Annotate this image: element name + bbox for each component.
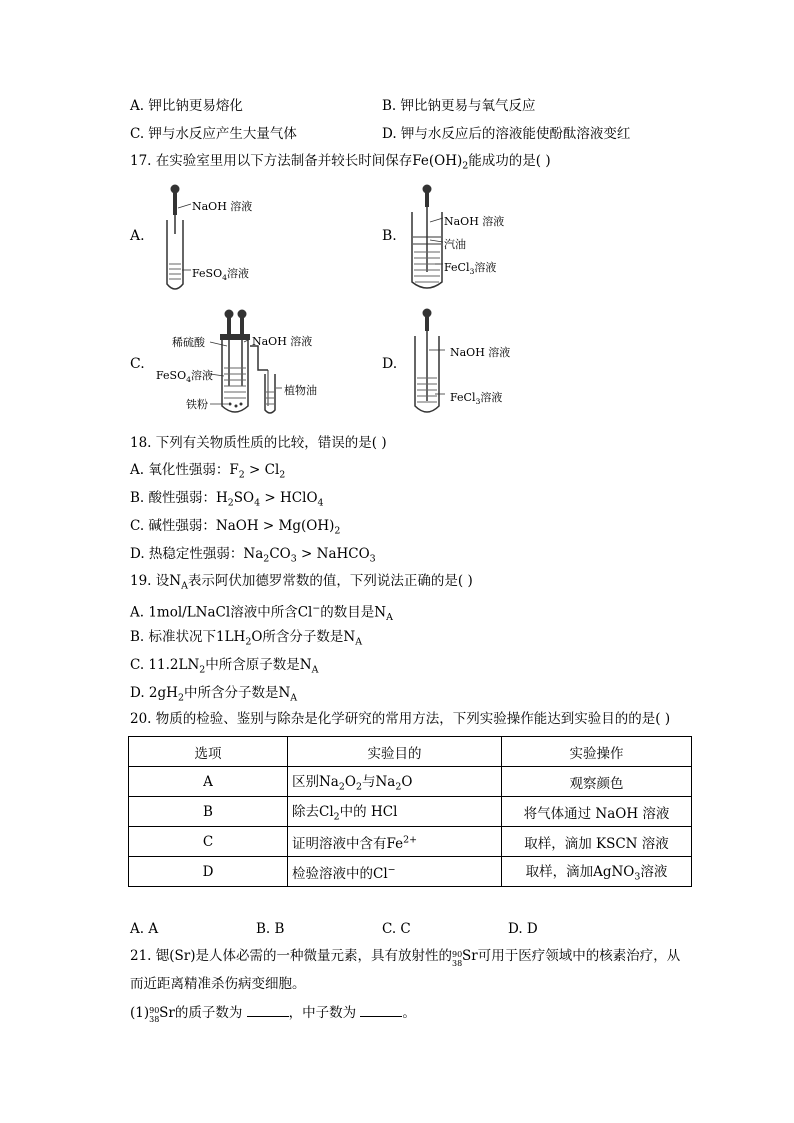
q21-line-2: 而近距离精准杀伤病变细胞。 [130, 976, 306, 992]
row-a-option: A [129, 767, 288, 797]
q17-fig-c-label-naoh: NaOH 溶液 [252, 335, 313, 348]
q17-fig-c-label-iron: 铁粉 [186, 398, 208, 411]
q17-fig-c-label-feso4: FeSO$_4$溶液 [156, 369, 214, 385]
neutron-number-blank[interactable] [360, 1002, 402, 1017]
q17-fig-d-label-1: NaOH 溶液 [450, 346, 511, 359]
q17-fig-c-label: C. [130, 356, 145, 372]
row-d-operation: 取样，滴加AgNO$_3$溶液 [502, 857, 692, 887]
q19-option-c: C. $11.2LN_2$中所含原子数是$N_A$ [130, 657, 319, 676]
q19-option-b: B. 标准状况下$1LH_2O$所含分子数是$N_A$ [130, 629, 363, 648]
table-row [129, 767, 692, 797]
row-a-goal: 区别$Na_2O_2$与$Na_2O$ [288, 767, 502, 797]
q18-stem: 18. 下列有关物质性质的比较，错误的是( ) [130, 435, 387, 451]
q17-fig-a-bottom-label: FeSO$_4$溶液 [192, 267, 250, 283]
q19-option-a: A. 1mol/LNaCl溶液中所含Cl−的数目是$N_A$ [130, 603, 393, 624]
q17-fig-b-label-3: FeCl$_3$溶液 [444, 261, 497, 277]
row-d-option: D [129, 857, 288, 887]
q20-stem: 20. 物质的检验、鉴别与除杂是化学研究的常用方法，下列实验操作能达到实验目的的是( ) [130, 711, 671, 727]
q17-fig-c-label-acid: 稀硫酸 [172, 336, 205, 349]
header-option: 选项 [129, 737, 288, 767]
table-header-row [129, 737, 692, 767]
q19-option-d: D. $2gH_2$中所含分子数是$N_A$ [130, 685, 298, 704]
header-operation: 实验操作 [502, 737, 692, 767]
q17-fig-c [150, 306, 313, 418]
q18-option-d: D. 热稳定性强弱：$Na_2CO_3$ > NaHCO$_3$ [130, 546, 376, 565]
q16-option-b: B. 钾比钠更易与氧气反应 [382, 98, 536, 114]
q21-line-3: (1) 90 38 Sr的质子数为 ，中子数为 。 [130, 1002, 416, 1023]
q16-option-a: A. 钾比钠更易熔化 [130, 98, 243, 114]
row-b-operation: 将气体通过 NaOH 溶液 [502, 797, 692, 827]
q18-option-b: B. 酸性强弱：$H_2SO_4$ > HClO$_4$ [130, 490, 324, 509]
q17-fig-d-label-2: FeCl$_3$溶液 [450, 391, 503, 407]
row-d-goal: 检验溶液中的Cl− [288, 857, 502, 887]
q20-table [128, 736, 692, 887]
q19-stem: 19. 设$N_A$表示阿伏加德罗常数的值，下列说法正确的是( ) [130, 573, 473, 592]
row-b-goal: 除去$Cl_2$中的 HCl [288, 797, 502, 827]
table-row [129, 797, 692, 827]
q20-answer-c: C. C [382, 921, 411, 937]
table-row [129, 857, 692, 887]
row-c-operation: 取样，滴加 KSCN 溶液 [502, 827, 692, 857]
q17-fig-b-label: B. [382, 228, 397, 244]
q16-option-d: D. 钾与水反应后的溶液能使酚酞溶液变红 [382, 126, 631, 142]
q16-option-c: C. 钾与水反应产生大量气体 [130, 126, 297, 142]
q18-option-a: A. 氧化性强弱：$F_2 > Cl_2$ [130, 462, 286, 481]
q20-answer-a: A. A [130, 921, 159, 937]
q17-fig-b-label-1: NaOH 溶液 [444, 215, 505, 228]
q21-line-1: 21. 锶(Sr)是人体必需的一种微量元素，具有放射性的 90 38 Sr可用于医疗领域中的核素治疗，从 [130, 948, 681, 968]
q17-fig-b-label-2: 汽油 [444, 238, 466, 251]
table-row [129, 827, 692, 857]
q17-stem: 17. 在实验室里用以下方法制备并较长时间保存$Fe(OH)_2$能成功的是( ) [130, 153, 551, 172]
row-a-operation: 观察颜色 [502, 767, 692, 797]
q17-fig-c-label-oil: 植物油 [284, 384, 317, 397]
row-c-option: C [129, 827, 288, 857]
proton-number-blank[interactable] [247, 1002, 289, 1017]
row-c-goal: 证明溶液中含有$Fe^{2+}$ [288, 827, 502, 857]
q20-answer-d: D. D [508, 921, 538, 937]
q17-fig-d-label: D. [382, 356, 398, 372]
q17-fig-a-top-label: NaOH 溶液 [192, 200, 253, 213]
q18-option-c: C. 碱性强弱：NaOH > $Mg(OH)_2$ [130, 518, 341, 537]
q17-fig-a-label: A. [130, 228, 145, 244]
q20-answer-b: B. B [256, 921, 285, 937]
header-goal: 实验目的 [288, 737, 502, 767]
row-b-option: B [129, 797, 288, 827]
